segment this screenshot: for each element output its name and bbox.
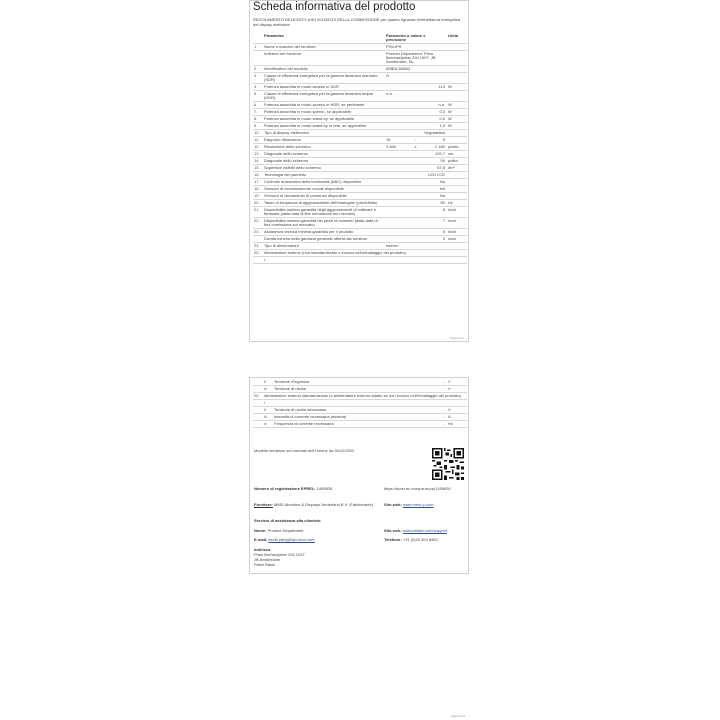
table-row xyxy=(253,218,467,229)
row-parameter: Tecnologia del pannello xyxy=(263,172,385,179)
row-parameter: Controllo automatico della luminosità (ABC) disponibile xyxy=(263,179,385,186)
row-value: n.a. xyxy=(385,91,447,102)
row-unit xyxy=(447,179,467,186)
value-part: 9 xyxy=(442,137,445,142)
service-name: Nome: Product Department xyxy=(254,528,304,533)
value-part: 3 840 xyxy=(386,144,397,149)
row-parameter: Classe di efficienza energetica per la gamma dinamica standard (SDR) xyxy=(263,73,385,84)
table-row xyxy=(253,186,467,193)
spec-table xyxy=(253,33,467,264)
row-unit: V xyxy=(447,386,467,393)
support-link[interactable]: www.philips.com/support xyxy=(402,528,447,533)
table-row xyxy=(253,102,467,109)
row-value: 50BDL3650Q xyxy=(385,66,447,73)
table-row xyxy=(253,66,467,73)
table-row xyxy=(253,243,467,250)
market-note: Modello immesso sul mercato dell'Unione da 30/12/2022 xyxy=(254,448,355,453)
row-number xyxy=(253,400,263,407)
row-parameter: Nome o marchio del fornitore. xyxy=(263,44,385,51)
row-value: No xyxy=(385,179,447,186)
row-number: 26. xyxy=(253,393,263,400)
row-unit: Anni xyxy=(447,218,467,229)
service-heading: Servizio di assistenza alla clientele: xyxy=(254,518,322,523)
table-row xyxy=(253,91,467,102)
eprel-link[interactable]: https://eprel.ec.europa.eu/qr/1459830 xyxy=(384,486,451,491)
row-parameter: Assistenza tecnica minima garantita per il prodotto xyxy=(263,229,385,236)
table-row xyxy=(253,151,467,158)
row-parameter: Alimentatore esterno (non standardizzato o incluso nell'imballaggio del prodotto) xyxy=(263,250,467,257)
row-unit: dm² xyxy=(447,165,467,172)
row-number: 25. xyxy=(253,250,263,257)
row-parameter: Superficie visibile dello schermo xyxy=(263,165,385,172)
row-unit: W xyxy=(447,123,467,130)
row-number: 20. xyxy=(253,200,263,207)
email-link[interactable]: kevin.yang@tpv-tech.com xyxy=(268,537,315,542)
row-unit: V xyxy=(447,407,467,414)
row-value: 125,7 xyxy=(385,151,447,158)
row-unit xyxy=(447,130,467,137)
row-unit xyxy=(447,172,467,179)
row-unit: pixels xyxy=(447,144,467,151)
row-unit: cm xyxy=(447,151,467,158)
row-parameter: Tasso di frequenza di aggiornamento dell'immagine (predefinito) xyxy=(263,200,385,207)
row-number: 13. xyxy=(253,151,263,158)
row-unit: Anni xyxy=(447,229,467,236)
table-row xyxy=(253,229,467,236)
row-parameter: Indirizzo del fornitore. xyxy=(263,51,385,66)
row-number xyxy=(253,236,263,243)
row-number xyxy=(253,414,263,421)
row-number: 14. xyxy=(253,158,263,165)
value-sep: : xyxy=(414,137,417,142)
row-number: 1. xyxy=(253,44,263,51)
row-value: - xyxy=(385,386,447,393)
row-value: 0,5 xyxy=(385,116,447,123)
row-value: No xyxy=(385,186,447,193)
table-row xyxy=(253,84,467,91)
row-parameter: Sensore di rilevamento di presenza disponibile xyxy=(263,193,385,200)
row-number: 7. xyxy=(253,109,263,116)
row-parameter: Rapporto dimensioni xyxy=(263,137,385,144)
row-number xyxy=(253,407,263,414)
row-unit: pollici xyxy=(447,158,467,165)
row-value: 67,6 xyxy=(385,165,447,172)
row-unit xyxy=(447,73,467,84)
table-row xyxy=(253,386,467,393)
page-number-2: Pagina 2/2 xyxy=(451,714,466,718)
row-subindex: ii xyxy=(263,379,273,386)
table-row xyxy=(253,421,467,428)
row-value xyxy=(385,144,447,151)
row-number: 19. xyxy=(253,193,263,200)
row-parameter: Durata minima della garanzia generale offerta dal fornitore xyxy=(263,236,385,243)
row-unit xyxy=(447,91,467,102)
row-value: n.a. xyxy=(385,102,447,109)
row-unit: Anni xyxy=(447,207,467,218)
row-unit xyxy=(447,193,467,200)
row-number: 6. xyxy=(253,102,263,109)
row-number: 2. xyxy=(253,66,263,73)
row-value: 50 xyxy=(385,158,447,165)
row-unit: A xyxy=(447,414,467,421)
row-parameter: Disponibilità minima garantita dei pezzi di ricambio (dalla data di fine immissione sul mercato) xyxy=(263,218,385,229)
row-parameter: Tensione d'ingresso xyxy=(273,379,385,386)
table-row xyxy=(253,116,467,123)
regulation-subtitle: REGOLAMENTO DELEGATO (UE) 2019/2013 DELLA COMMISSIONE per quanto riguarda l'etichettatura energetica dei display elettronici xyxy=(253,17,461,27)
table-row xyxy=(253,123,467,130)
row-value xyxy=(385,137,447,144)
row-unit xyxy=(447,51,467,66)
row-parameter: Intensità di corrente necessaria (minima) xyxy=(273,414,385,421)
row-unit xyxy=(447,137,467,144)
header-param: Parametro xyxy=(263,33,385,44)
table-header-row xyxy=(253,33,467,44)
spec-table-continued xyxy=(253,379,467,428)
row-number xyxy=(253,257,263,264)
table-row xyxy=(253,109,467,116)
table-row xyxy=(253,137,467,144)
table-row xyxy=(253,73,467,84)
row-number: 15. xyxy=(253,165,263,172)
table-row xyxy=(253,236,467,243)
row-number: 8. xyxy=(253,116,263,123)
row-value: Interno xyxy=(385,243,447,250)
row-number xyxy=(253,386,263,393)
table-row xyxy=(253,44,467,51)
row-value: - xyxy=(385,421,447,428)
row-value: 8 xyxy=(385,229,447,236)
row-number: 17. xyxy=(253,179,263,186)
row-number: 11. xyxy=(253,137,263,144)
row-subindex: iii xyxy=(263,386,273,393)
row-unit: Anni xyxy=(447,236,467,243)
row-unit: W xyxy=(447,109,467,116)
row-value: - xyxy=(385,414,447,421)
row-unit: V xyxy=(447,379,467,386)
row-parameter: Frequenza di corrente necessaria xyxy=(273,421,385,428)
row-value: PHILIPS xyxy=(385,44,447,51)
table-row xyxy=(253,130,467,137)
row-subindex: i xyxy=(263,400,273,407)
table-row xyxy=(253,144,467,151)
row-number: 10. xyxy=(253,130,263,137)
row-parameter: Tipo di alimentatore xyxy=(263,243,385,250)
header-unit: Unità xyxy=(447,33,467,44)
row-value: 1,9 xyxy=(385,123,447,130)
row-unit: Hz xyxy=(447,200,467,207)
table-row xyxy=(253,51,467,66)
row-parameter: Diagonale dello schermo xyxy=(263,151,385,158)
row-value: 115 xyxy=(385,84,447,91)
product-sheet-page-1 xyxy=(249,0,469,342)
row-number xyxy=(253,421,263,428)
table-row xyxy=(253,393,467,400)
row-unit: W xyxy=(447,84,467,91)
service-phone: Telefono: +31 (0)20 504 6962 xyxy=(384,537,438,542)
row-parameter: i - xyxy=(263,257,467,264)
value-part: 2 160 xyxy=(434,144,445,149)
row-parameter: Potenza assorbita in modo stand-by in rete, se applicabile xyxy=(263,123,385,130)
row-parameter xyxy=(273,400,467,407)
row-parameter: Diagonale dello schermo xyxy=(263,158,385,165)
eprel-label: Numero di registrazione EPREL: 1459830 xyxy=(254,486,333,491)
row-number: 23. xyxy=(253,229,263,236)
row-value: - xyxy=(385,379,447,386)
row-number: 5. xyxy=(253,91,263,102)
row-unit: Hz xyxy=(447,421,467,428)
row-parameter: Disponibilità minima garantita degli aggiornamenti di software e firmware (dalla data di fine immissione sul mercato) xyxy=(263,207,385,218)
row-unit xyxy=(447,186,467,193)
row-parameter: Alimentatore esterno standardizzato (o alimentatore esterno adatto se non incluso nell'imballaggio del prodotto) xyxy=(263,393,467,400)
supplier-info: Fornitore: MMD-Monitors & Displays Nederland B.V. (Fabbricante) xyxy=(254,502,374,507)
row-value: - xyxy=(385,407,447,414)
value-part: 16 xyxy=(386,137,391,142)
eprel-number: 1459830 xyxy=(316,486,333,491)
row-unit xyxy=(447,44,467,51)
table-row xyxy=(253,193,467,200)
service-website: Sito web: www.philips.com/support xyxy=(384,528,447,533)
row-value: Product Department, Prins Bernhardplein 200 1097, JB Amsterdam, NL xyxy=(385,51,447,66)
row-value: 8 xyxy=(385,207,447,218)
table-row xyxy=(253,250,467,257)
row-number: 3. xyxy=(253,73,263,84)
row-subindex: iv xyxy=(263,421,273,428)
row-unit xyxy=(447,243,467,250)
table-row xyxy=(253,179,467,186)
row-number: 21. xyxy=(253,207,263,218)
table-row xyxy=(253,207,467,218)
row-number: 4. xyxy=(253,84,263,91)
service-address: Indirizzo: Prins Borhardplein 200 1097 JB Amsterdam Paesi Bassi xyxy=(254,547,305,567)
row-parameter: Potenza assorbita in modo spento, se applicabile xyxy=(263,109,385,116)
row-number: 22. xyxy=(253,218,263,229)
row-value: 7 xyxy=(385,218,447,229)
table-row xyxy=(253,414,467,421)
table-row xyxy=(253,407,467,414)
table-row xyxy=(253,400,467,407)
row-subindex: iii xyxy=(263,414,273,421)
row-parameter: Tipo di display elettronico xyxy=(263,130,385,137)
row-parameter: Potenza assorbita in modo stand-by, se applicabile xyxy=(263,116,385,123)
page-title: Scheda informativa del prodotto xyxy=(253,1,416,13)
row-parameter: Tensione di uscita xyxy=(273,386,385,393)
row-value: 60 xyxy=(385,200,447,207)
qr-code-icon[interactable] xyxy=(432,448,464,480)
row-number: 24. xyxy=(253,243,263,250)
service-email: E-mail: kevin.yang@tpv-tech.com xyxy=(254,537,315,542)
table-row xyxy=(253,165,467,172)
row-value: Segnaletica xyxy=(385,130,447,137)
row-value: LED LCD xyxy=(385,172,447,179)
row-number: 9. xyxy=(253,123,263,130)
table-row xyxy=(253,158,467,165)
row-unit: W xyxy=(447,102,467,109)
table-row xyxy=(253,172,467,179)
row-parameter: Sensore di riconoscimento vocale disponibile xyxy=(263,186,385,193)
row-number: 18. xyxy=(253,186,263,193)
row-unit: W xyxy=(447,116,467,123)
row-parameter: Tensione di uscita necessaria xyxy=(273,407,385,414)
page-number: Pagina 1/2 xyxy=(449,336,464,340)
row-number xyxy=(253,51,263,66)
row-number: 16. xyxy=(253,172,263,179)
value-sep: x xyxy=(414,144,417,149)
row-value: G xyxy=(385,73,447,84)
row-parameter: Classe di efficienza energetica per la gamma dinamica ampia (HDR) xyxy=(263,91,385,102)
row-subindex: ii xyxy=(263,407,273,414)
website-link[interactable]: www.mmd-p.com xyxy=(402,502,434,507)
row-value: 3 xyxy=(385,236,447,243)
row-parameter: Potenza assorbita in modo acceso in HDR, se pertinente xyxy=(263,102,385,109)
supplier-website: Sito web: www.mmd-p.com xyxy=(384,502,434,507)
header-value: Parametro o valore e precisione xyxy=(385,33,447,44)
row-value: 0,3 xyxy=(385,109,447,116)
product-sheet-page-2 xyxy=(249,377,469,574)
row-parameter: Risoluzione dello schermo xyxy=(263,144,385,151)
table-row xyxy=(253,200,467,207)
row-parameter: Potenza assorbita in modo acceso in SDR xyxy=(263,84,385,91)
row-parameter: Identificativo del modello xyxy=(263,66,385,73)
row-unit xyxy=(447,66,467,73)
row-value: No xyxy=(385,193,447,200)
row-number: 12. xyxy=(253,144,263,151)
table-row xyxy=(253,257,467,264)
